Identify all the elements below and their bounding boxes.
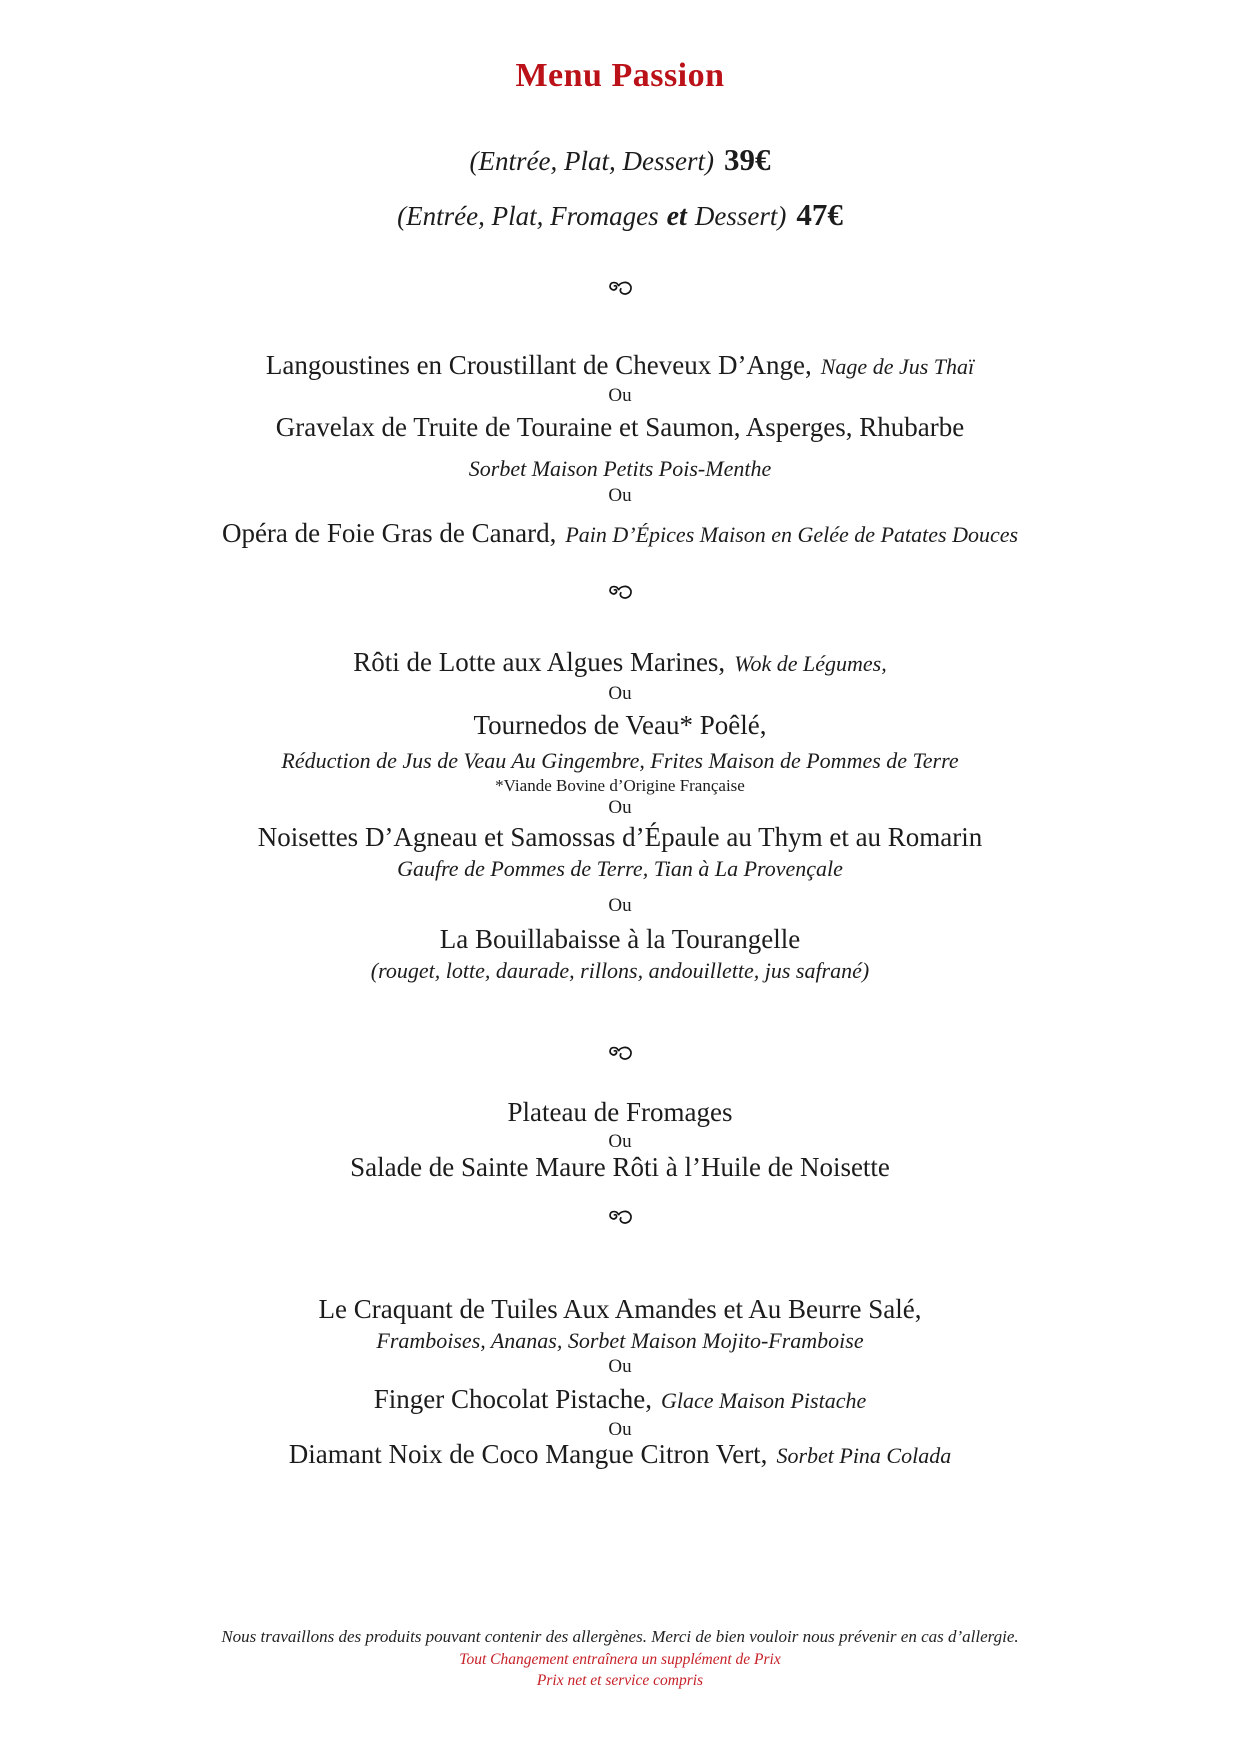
dish-name: Noisettes D’Agneau et Samossas d’Épaule au Thym et au Romarin <box>257 822 983 852</box>
dish-name: Tournedos de Veau* Poêlé, <box>473 710 767 740</box>
section-separator: Ou <box>608 895 632 916</box>
section-separator: Ou <box>608 683 632 704</box>
dish-name: Gravelax de Truite de Touraine et Saumon, Asperges, Rhubarbe <box>275 412 965 442</box>
fleuron-ornament-icon <box>0 1044 1240 1062</box>
dish-name: Le Craquant de Tuiles Aux Amandes et Au Beurre Salé, <box>318 1294 922 1324</box>
dish-detail: Pain D’Épices Maison en Gelée de Patates Douces <box>565 522 1019 547</box>
section-separator: Ou <box>608 1356 632 1377</box>
section-separator: Ou <box>608 797 632 818</box>
dish-name: Finger Chocolat Pistache, <box>373 1384 652 1414</box>
dish-name: La Bouillabaisse à la Tourangelle <box>439 924 801 954</box>
dish-name: Langoustines en Croustillant de Cheveux D’Ange, <box>265 350 812 380</box>
plat-3 <box>0 822 1240 852</box>
dessert-1-sub: Framboises, Ananas, Sorbet Maison Mojito-Framboise <box>376 1328 864 1353</box>
entree-1 <box>0 350 1240 380</box>
entree-3 <box>0 518 1240 548</box>
section-separator: Ou <box>608 1419 632 1440</box>
menu-title: Menu Passion <box>515 57 725 94</box>
dessert-3 <box>0 1439 1240 1469</box>
dessert-2 <box>0 1384 1240 1414</box>
plat-1 <box>0 647 1240 677</box>
formula-2-label-pre: (Entrée, Plat, Fromages <box>397 201 659 231</box>
formula-line-1 <box>0 143 1240 178</box>
footer-supplement-note: Tout Changement entraînera un supplément de Prix <box>459 1651 781 1668</box>
entree-2 <box>0 412 1240 442</box>
fleuron-ornament-icon <box>0 1208 1240 1226</box>
fromage-2 <box>0 1152 1240 1182</box>
dish-detail: Sorbet Pina Colada <box>776 1443 952 1468</box>
dish-name: Diamant Noix de Coco Mangue Citron Vert, <box>288 1439 768 1469</box>
plat-2 <box>0 710 1240 740</box>
entree-2-sub: Sorbet Maison Petits Pois-Menthe <box>468 456 772 481</box>
plat-3-sub: Gaufre de Pommes de Terre, Tian à La Provençale <box>397 856 843 881</box>
section-separator: Ou <box>608 485 632 506</box>
footer-allergen-note: Nous travaillons des produits pouvant contenir des allergènes. Merci de bien vouloir nous prévenir en cas d’allergie. <box>221 1627 1019 1646</box>
dish-detail: Wok de Légumes, <box>734 651 887 676</box>
dish-name: Opéra de Foie Gras de Canard, <box>221 518 557 548</box>
formula-1-label: (Entrée, Plat, Dessert) <box>469 146 714 176</box>
formula-2-price: 47€ <box>796 197 843 232</box>
dish-detail: Glace Maison Pistache <box>660 1388 867 1413</box>
section-separator: Ou <box>608 385 632 406</box>
formula-2-label-post: Dessert) <box>694 201 787 231</box>
dish-name: Salade de Sainte Maure Rôti à l’Huile de Noisette <box>350 1152 890 1182</box>
formula-line-2 <box>0 198 1240 233</box>
footer-price-note: Prix net et service compris <box>536 1672 704 1689</box>
section-separator: Ou <box>608 1131 632 1152</box>
formula-1-price: 39€ <box>723 142 771 177</box>
plat-4-sub: (rouget, lotte, daurade, rillons, andouillette, jus safrané) <box>370 958 870 983</box>
formula-2-label-et: et <box>666 201 687 232</box>
plat-2-sub: Réduction de Jus de Veau Au Gingembre, Frites Maison de Pommes de Terre <box>281 748 959 773</box>
fromage-1 <box>0 1097 1240 1127</box>
dish-name: Plateau de Fromages <box>507 1097 733 1127</box>
plat-2-origin-note: *Viande Bovine d’Origine Française <box>495 776 745 795</box>
fleuron-ornament-icon <box>0 279 1240 297</box>
dish-detail: Nage de Jus Thaï <box>820 354 975 379</box>
fleuron-ornament-icon <box>0 583 1240 601</box>
dessert-1 <box>0 1294 1240 1324</box>
plat-4 <box>0 924 1240 954</box>
dish-name: Rôti de Lotte aux Algues Marines, <box>353 647 726 677</box>
